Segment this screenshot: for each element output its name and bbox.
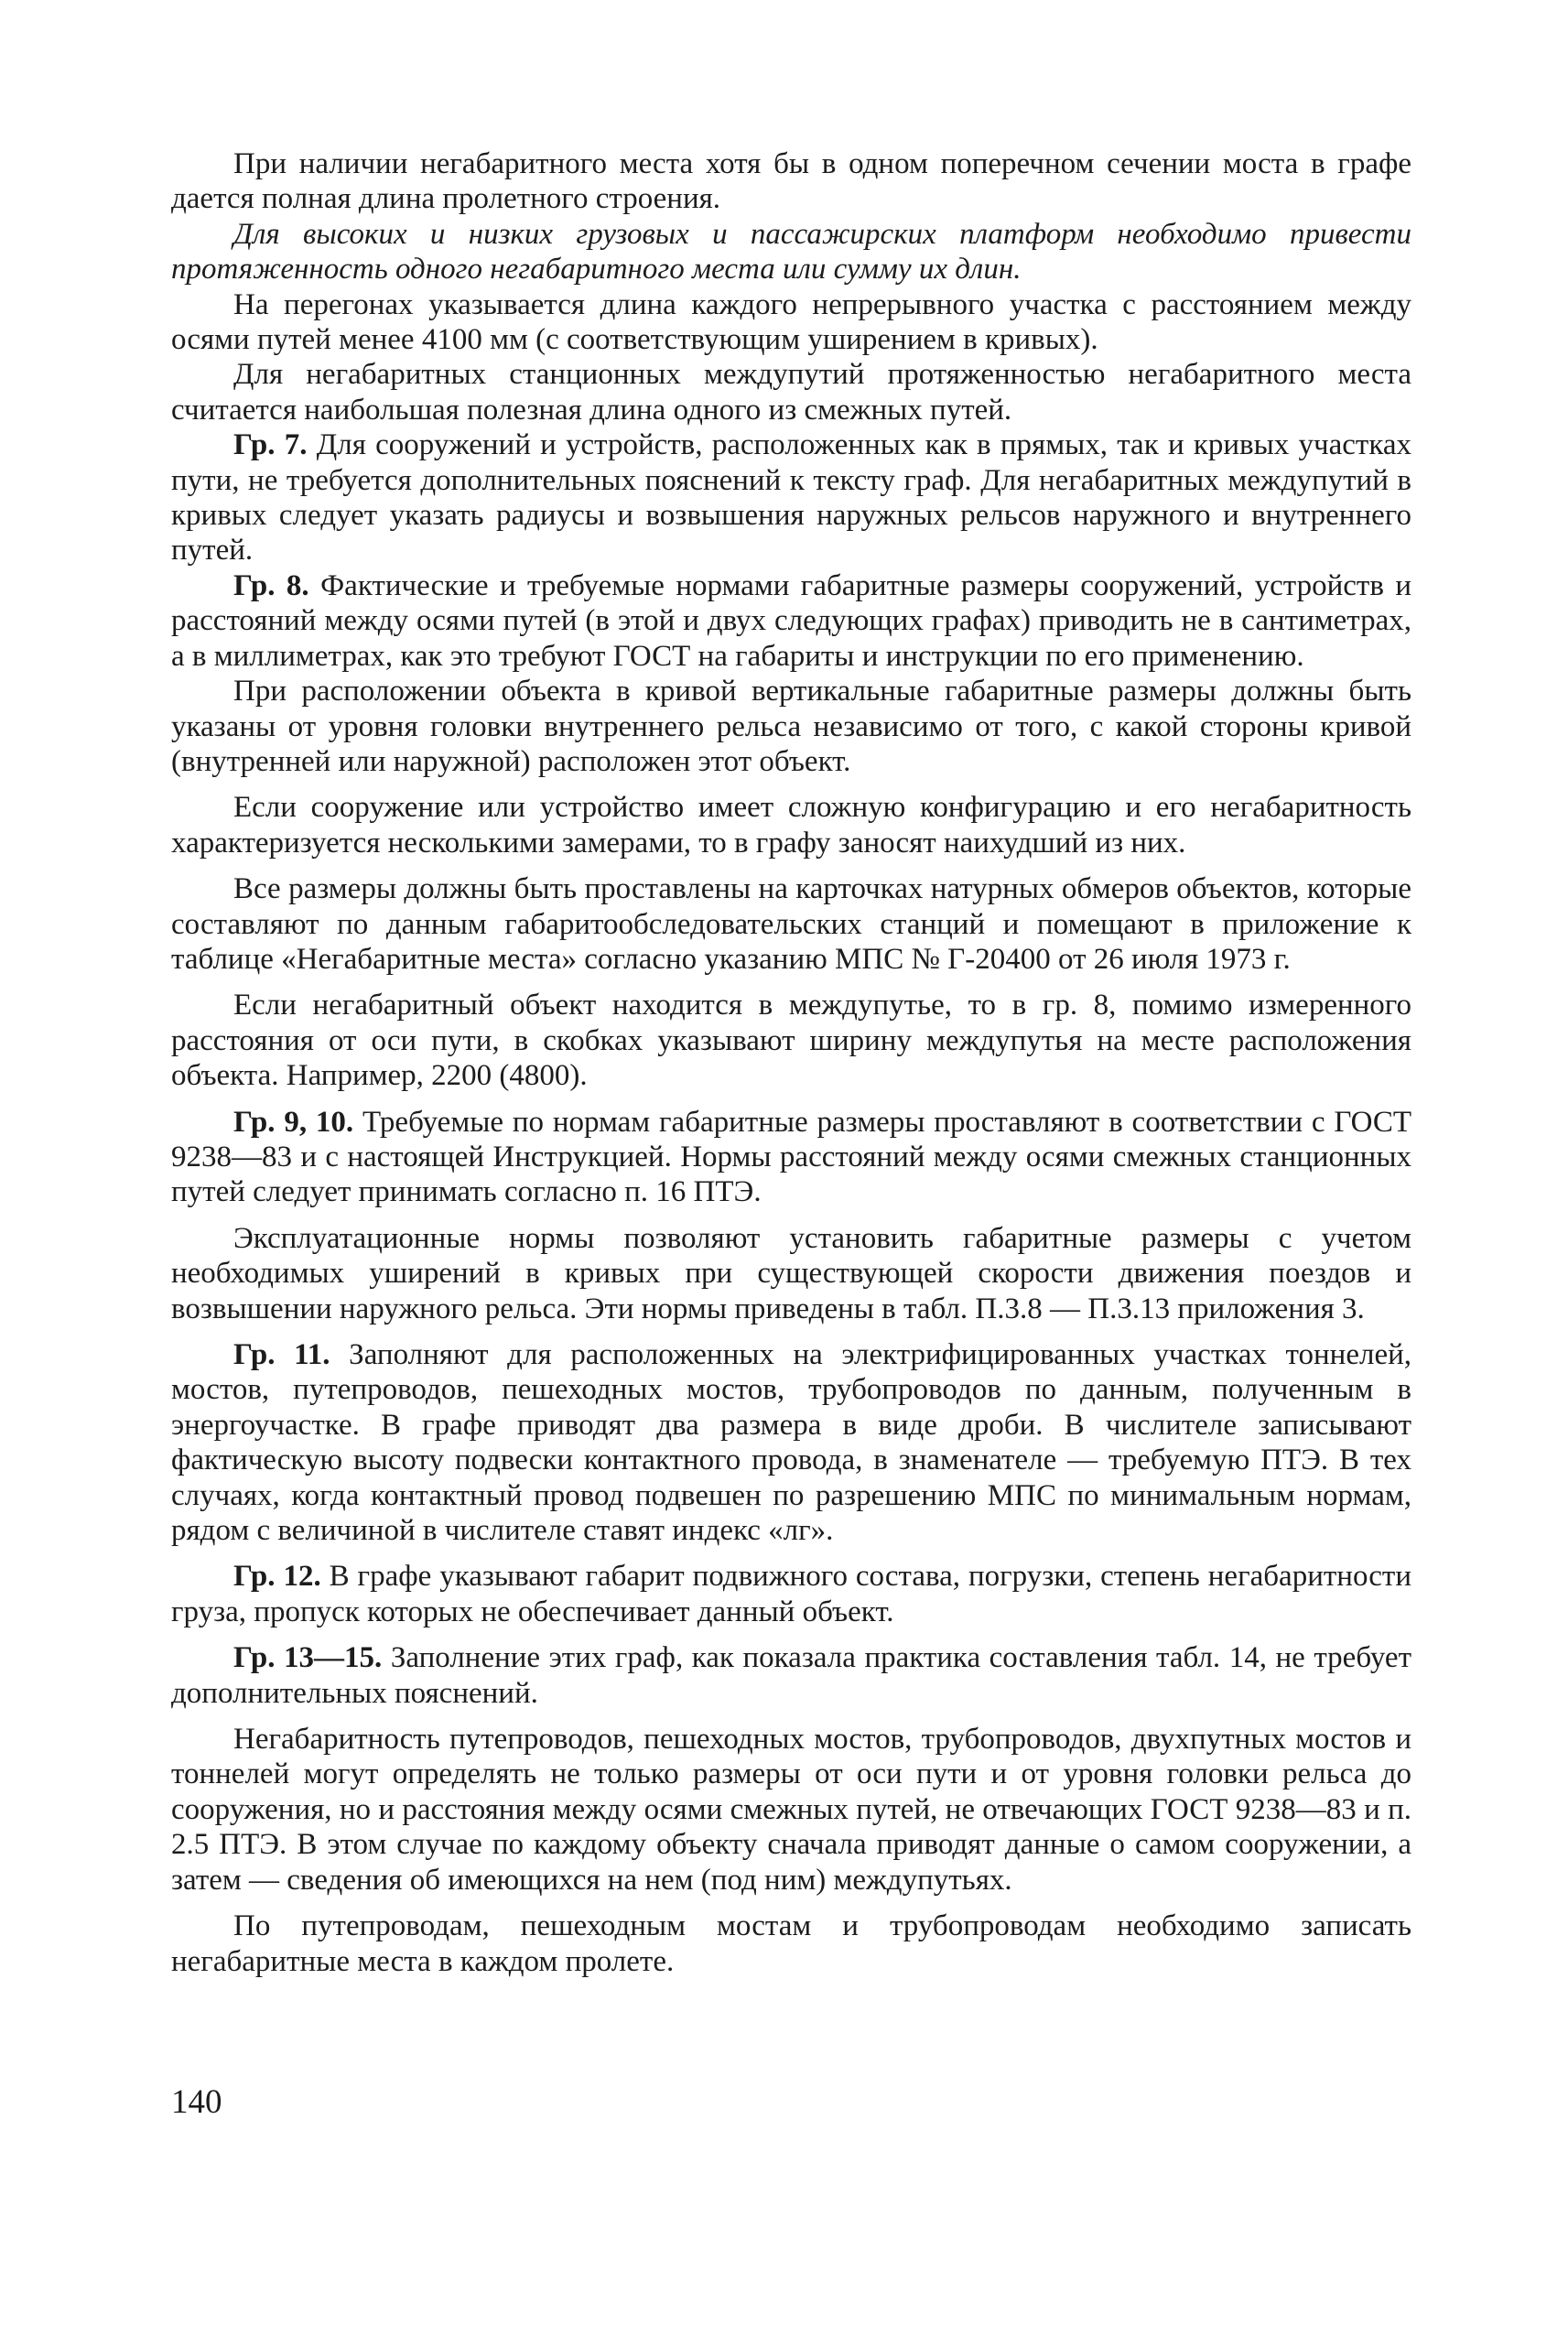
paragraph-text: Фактические и требуемые нормами габаритные размеры сооружений, устройств и расстояний между осями путей (в этой и двух следующих графах) приводить не в сантиметрах, а в миллиметрах, как это требуют ГОСТ на габариты и инструкции по его применению. xyxy=(171,568,1411,673)
paragraph xyxy=(171,568,1411,674)
paragraph-lead: Гр. 7. xyxy=(233,428,308,462)
paragraph-lead: Гр. 11. xyxy=(233,1338,330,1371)
paragraph xyxy=(171,1105,1411,1210)
page-body xyxy=(171,146,1411,1979)
paragraph: Эксплуатационные нормы позволяют установить габаритные размеры с учетом необходимых уширений в кривых при существующей скорости движения поездов и возвышении наружного рельса. Эти нормы приведены в табл. П.3.8 — П.3.13 приложения 3. xyxy=(171,1221,1411,1325)
paragraph-lead: Гр. 13—15. xyxy=(233,1641,383,1675)
paragraph xyxy=(171,1559,1411,1629)
paragraph xyxy=(171,1640,1411,1711)
paragraph: Негабаритность путепроводов, пешеходных мостов, трубопроводов, двухпутных мостов и тоннелей могут определять не только размеры от оси пути и от уровня головки рельса до сооружения, но и расстояния между осями смежных путей, не отвечающих ГОСТ 9238—83 и п. 2.5 ПТЭ. В этом случае по каждому объекту сначала приводят данные о самом сооружении, а затем — сведения об имеющихся на нем (под ним) междупутьях. xyxy=(171,1723,1411,1897)
paragraph: На перегонах указывается длина каждого непрерывного участка с расстоянием между осями путей менее 4100 мм (с соответствующим уширением в кривых). xyxy=(171,287,1411,357)
paragraph: При наличии негабаритного места хотя бы в одном поперечном сечении моста в графе дается полная длина пролетного строения. xyxy=(171,147,1411,216)
paragraph: Если сооружение или устройство имеет сложную конфигурацию и его негабаритность характеризуется несколькими замерами, то в графу заносят наихудший из них. xyxy=(171,791,1411,860)
paragraph-text: Для сооружений и устройств, расположенных как в прямых, так и кривых участках пути, не требуется дополнительных пояснений к тексту граф. Для негабаритных междупутий в кривых следует указать радиусы и возвышения наружных рельсов наружного и внутреннего путей. xyxy=(171,428,1411,568)
paragraph-lead: Гр. 9, 10. xyxy=(233,1105,354,1139)
paragraph: Для высоких и низких грузовых и пассажирских платформ необходимо привести протяженность одного негабаритного места или сумму их длин. xyxy=(171,217,1411,287)
paragraph-text: Заполнение этих граф, как показала практика составления табл. 14, не требует дополнительных пояснений. xyxy=(171,1641,1411,1710)
paragraph: По путепроводам, пешеходным мостам и трубопроводам необходимо записать негабаритные места в каждом пролете. xyxy=(171,1909,1411,1978)
paragraph: При расположении объекта в кривой вертикальные габаритные размеры должны быть указаны от уровня головки внутреннего рельса независимо от того, с какой стороны кривой (внутренней или наружной) расположен этот объект. xyxy=(171,675,1411,778)
paragraph-lead: Гр. 12. xyxy=(233,1560,321,1594)
paragraph: Для негабаритных станционных междупутий протяженностью негабаритного места считается наибольшая полезная длина одного из смежных путей. xyxy=(171,358,1411,427)
paragraph: Все размеры должны быть проставлены на карточках натурных обмеров объектов, которые составляют по данным габаритообследовательских станций и помещают в приложение к таблице «Негабаритные места» согласно указанию МПС № Г-20400 от 26 июля 1973 г. xyxy=(171,872,1411,976)
paragraph-text: Заполняют для расположенных на электрифицированных участках тоннелей, мостов, путепроводов, пешеходных мостов, трубопроводов по данным, полученным в энергоучастке. В графе приводят два размера в виде дроби. В числителе записывают фактическую высоту подвески контактного провода, в знаменателе — требуемую ПТЭ. В тех случаях, когда контактный провод подвешен по разрешению МПС по минимальным нормам, рядом с величиной в числителе ставят индекс «лг». xyxy=(171,1338,1411,1548)
paragraph xyxy=(171,1337,1411,1548)
paragraph-text: В графе указывают габарит подвижного состава, погрузки, степень негабаритности груза, пропуск которых не обеспечивает данный объект. xyxy=(171,1560,1411,1628)
paragraph-text: Требуемые по нормам габаритные размеры проставляют в соответствии с ГОСТ 9238—83 и с настоящей Инструкцией. Нормы расстояний между осями смежных станционных путей следует принимать согласно п. 16 ПТЭ. xyxy=(171,1105,1411,1209)
page-number: 140 xyxy=(171,2083,222,2121)
paragraph: Если негабаритный объект находится в междупутье, то в гр. 8, помимо измеренного расстояния от оси пути, в скобках указывают ширину междупутья на месте расположения объекта. Например, 2200 (4800). xyxy=(171,989,1411,1093)
paragraph xyxy=(171,427,1411,568)
paragraph-lead: Гр. 8. xyxy=(233,568,309,602)
